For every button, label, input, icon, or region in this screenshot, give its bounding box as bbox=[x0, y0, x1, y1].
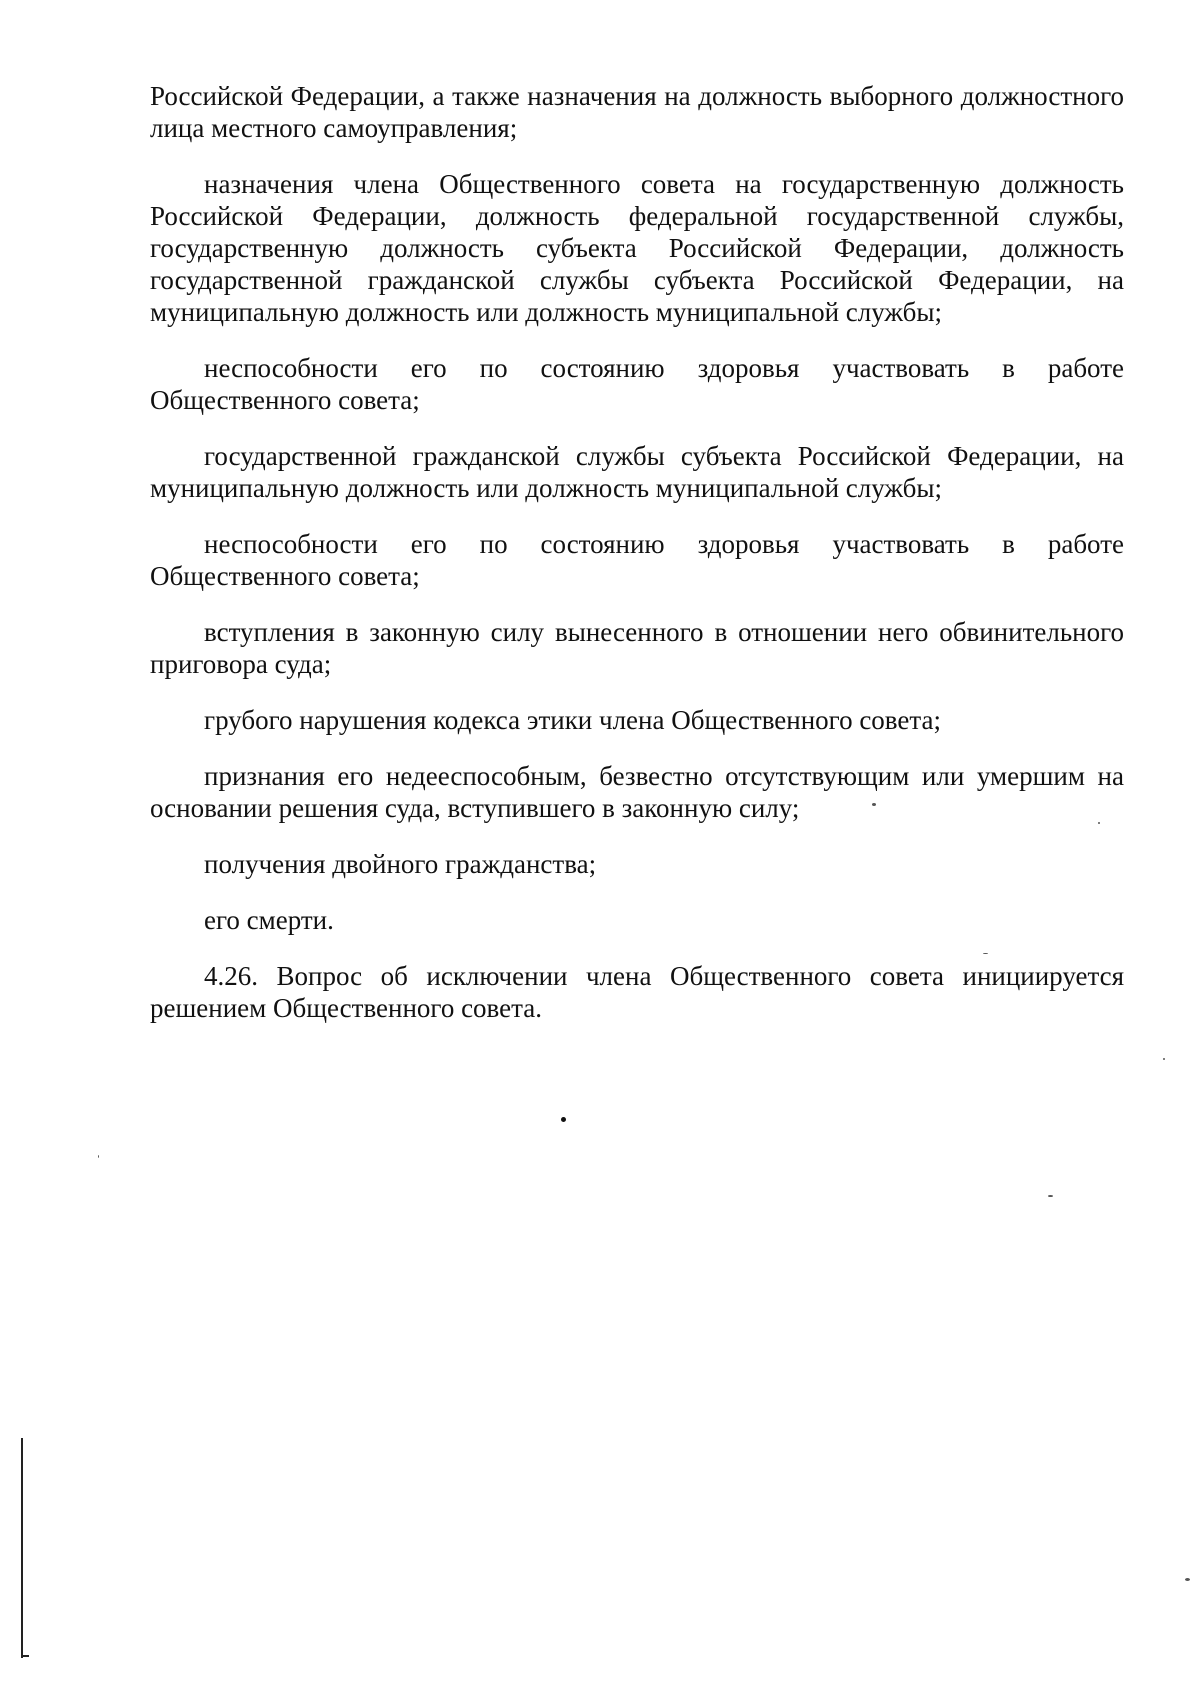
scan-speck bbox=[1163, 1058, 1165, 1060]
scan-speck bbox=[1098, 822, 1100, 824]
paragraph-6: вступления в законную силу вынесенного в отношении него обвинительного приговора суда; bbox=[150, 617, 1124, 679]
scan-dot bbox=[561, 1117, 566, 1122]
scan-edge-line bbox=[21, 1438, 23, 1658]
paragraph-5: неспособности его по состоянию здоровья участвовать в работе Общественного совета; bbox=[150, 529, 1124, 591]
paragraph-4: государственной гражданской службы субъекта Российской Федерации, на муниципальную должность или должность муниципальной службы; bbox=[150, 441, 1124, 503]
scan-edge-tick bbox=[21, 1655, 29, 1657]
paragraph-2: назначения члена Общественного совета на государственную должность Российской Федерации, должность федеральной государственной службы, государственную должность субъекта Российской Федерации, должность государственной гражданской службы субъекта Российской Федерации, на муниципальную должность или должность муниципальной службы; bbox=[150, 169, 1124, 327]
paragraph-7: грубого нарушения кодекса этики члена Общественного совета; bbox=[204, 705, 941, 735]
paragraph-3: неспособности его по состоянию здоровья участвовать в работе Общественного совета; bbox=[150, 353, 1124, 415]
paragraph-11: 4.26. Вопрос об исключении члена Общественного совета инициируется решением Общественного совета. bbox=[150, 961, 1124, 1023]
scan-speck bbox=[872, 803, 876, 806]
scan-speck bbox=[98, 1155, 99, 1158]
paragraph-1: Российской Федерации, а также назначения на должность выборного должностного лица местного самоуправления; bbox=[150, 81, 1124, 143]
document-body bbox=[150, 80, 1124, 1048]
scan-speck bbox=[1048, 1195, 1053, 1197]
scan-speck bbox=[983, 953, 988, 954]
paragraph-9: получения двойного гражданства; bbox=[204, 849, 597, 879]
paragraph-8: признания его недееспособным, безвестно отсутствующим или умершим на основании решения суда, вступившего в законную силу; bbox=[150, 761, 1124, 823]
scan-speck bbox=[1185, 1578, 1190, 1581]
paragraph-10: его смерти. bbox=[204, 905, 334, 935]
